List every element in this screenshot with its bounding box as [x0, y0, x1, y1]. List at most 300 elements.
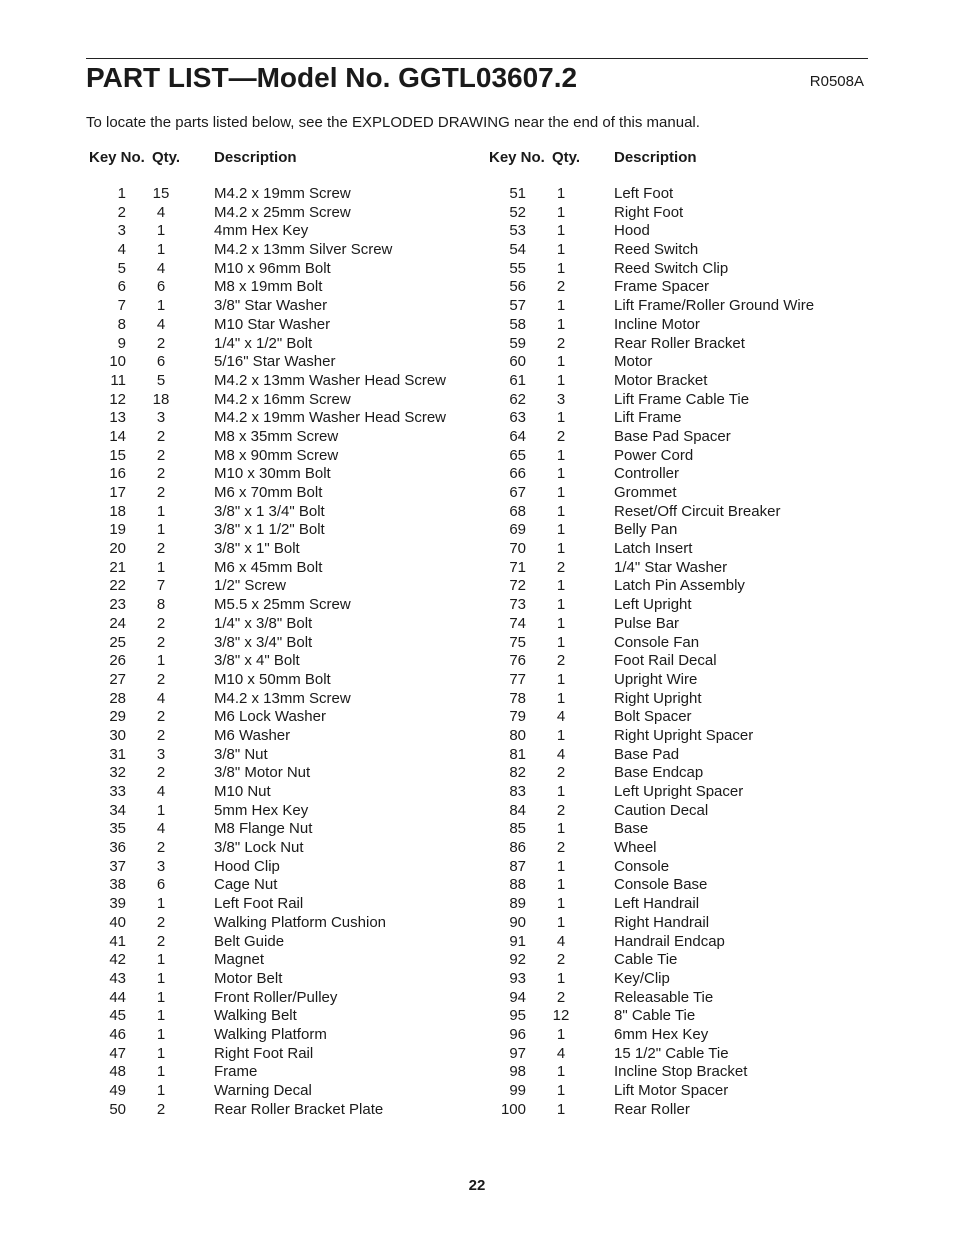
part-description: 3/8" Star Washer — [214, 297, 328, 315]
table-row — [86, 559, 466, 578]
part-qty: 4 — [156, 783, 166, 800]
table-row — [86, 1045, 466, 1064]
part-qty: 1 — [156, 502, 166, 520]
part-description: M6 x 45mm Bolt — [214, 558, 323, 576]
part-description: Hood Clip — [214, 857, 280, 875]
header-description: Description — [214, 149, 297, 166]
part-description: Lift Frame — [614, 409, 682, 427]
part-qty: 1 — [556, 521, 566, 539]
part-key-no: 38 — [109, 876, 126, 894]
part-description: M8 Flange Nut — [214, 820, 313, 838]
table-row — [486, 278, 866, 297]
table-row — [486, 559, 866, 578]
part-qty: 2 — [156, 427, 166, 445]
part-key-no: 11 — [110, 371, 126, 389]
part-qty: 6 — [156, 876, 166, 894]
part-qty: 2 — [156, 540, 166, 558]
part-qty: 1 — [556, 876, 566, 894]
table-row — [486, 1063, 866, 1082]
header-key-no: Key No. — [89, 149, 145, 166]
part-qty: 1 — [556, 857, 566, 875]
table-row — [86, 428, 466, 447]
table-row — [86, 671, 466, 690]
part-description: Front Roller/Pulley — [214, 988, 338, 1006]
top-rule — [86, 58, 868, 59]
table-row — [486, 634, 866, 653]
parts-rows — [86, 185, 466, 1119]
part-key-no: 81 — [509, 745, 526, 763]
table-row — [86, 895, 466, 914]
part-qty: 2 — [156, 484, 166, 501]
part-qty: 2 — [156, 614, 166, 632]
part-description: M4.2 x 16mm Screw — [214, 390, 351, 408]
table-row — [486, 1026, 866, 1045]
part-qty: 1 — [556, 577, 566, 595]
part-description: Warning Decal — [214, 1082, 312, 1099]
part-key-no: 21 — [109, 558, 126, 576]
part-qty: 1 — [556, 913, 566, 931]
part-qty: 1 — [156, 521, 166, 539]
part-description: 1/2" Screw — [214, 577, 287, 595]
part-qty: 1 — [556, 1082, 566, 1099]
part-key-no: 48 — [109, 1063, 126, 1081]
part-key-no: 83 — [509, 783, 526, 800]
table-row — [486, 802, 866, 821]
table-row — [86, 951, 466, 970]
table-row — [86, 652, 466, 671]
part-description: Motor — [614, 353, 653, 371]
part-qty: 1 — [556, 1100, 566, 1118]
part-qty: 1 — [556, 465, 566, 483]
table-row — [86, 933, 466, 952]
part-key-no: 47 — [109, 1044, 126, 1062]
part-description: M4.2 x 25mm Screw — [214, 203, 351, 221]
table-row — [86, 839, 466, 858]
part-key-no: 32 — [109, 764, 126, 782]
part-key-no: 9 — [117, 334, 126, 352]
part-key-no: 27 — [109, 670, 126, 688]
part-description: M10 x 30mm Bolt — [214, 465, 331, 483]
part-key-no: 1 — [117, 185, 126, 202]
part-qty: 1 — [556, 502, 566, 520]
table-row — [86, 802, 466, 821]
table-row — [86, 484, 466, 503]
part-key-no: 79 — [509, 708, 526, 726]
header-key-no: Key No. — [489, 149, 545, 166]
part-qty: 1 — [556, 1063, 566, 1081]
part-description: Base — [614, 820, 649, 838]
table-row — [86, 615, 466, 634]
part-qty: 4 — [556, 932, 566, 950]
part-description: M5.5 x 25mm Screw — [214, 596, 351, 614]
part-qty: 1 — [556, 446, 566, 464]
part-qty: 2 — [156, 726, 166, 744]
part-description: Walking Platform Cushion — [214, 913, 387, 931]
part-key-no: 93 — [509, 969, 526, 987]
table-row — [486, 989, 866, 1008]
table-row — [86, 372, 466, 391]
part-key-no: 85 — [509, 820, 526, 838]
part-description: 3/8" Motor Nut — [214, 764, 311, 782]
table-row — [486, 615, 866, 634]
part-qty: 1 — [156, 1007, 166, 1025]
part-description: Belly Pan — [614, 521, 678, 539]
part-qty: 1 — [556, 353, 566, 371]
part-qty: 1 — [556, 203, 566, 221]
part-key-no: 55 — [509, 259, 526, 277]
part-description: M6 Lock Washer — [214, 708, 326, 726]
table-row — [86, 596, 466, 615]
part-key-no: 7 — [117, 297, 126, 315]
part-description: Console — [614, 857, 670, 875]
table-row — [86, 353, 466, 372]
part-key-no: 33 — [109, 783, 126, 800]
part-qty: 1 — [556, 783, 566, 800]
part-qty: 1 — [556, 689, 566, 707]
part-key-no: 100 — [500, 1100, 526, 1118]
table-row — [86, 708, 466, 727]
table-row — [486, 409, 866, 428]
part-description: Frame Spacer — [614, 278, 710, 296]
table-row — [486, 204, 866, 223]
part-qty: 1 — [156, 1025, 166, 1043]
part-key-no: 22 — [109, 577, 126, 595]
table-row — [486, 484, 866, 503]
part-qty: 15 — [152, 185, 170, 202]
part-qty: 2 — [156, 334, 166, 352]
table-row — [86, 241, 466, 260]
part-description: 6mm Hex Key — [614, 1025, 709, 1043]
part-description: Power Cord — [614, 446, 694, 464]
table-row — [486, 465, 866, 484]
part-description: Lift Frame Cable Tie — [614, 390, 750, 408]
part-description: Right Upright Spacer — [614, 726, 754, 744]
part-qty: 6 — [156, 353, 166, 371]
part-description: M6 x 70mm Bolt — [214, 484, 323, 501]
table-row — [486, 316, 866, 335]
part-qty: 1 — [156, 297, 166, 315]
table-row — [86, 690, 466, 709]
page-number: 22 — [468, 1177, 486, 1194]
table-row — [86, 820, 466, 839]
table-row — [486, 839, 866, 858]
table-row — [486, 297, 866, 316]
part-key-no: 12 — [109, 390, 126, 408]
part-qty: 1 — [556, 633, 566, 651]
part-description: Pulse Bar — [614, 614, 680, 632]
part-qty: 1 — [556, 540, 566, 558]
part-key-no: 39 — [109, 895, 126, 913]
part-qty: 1 — [556, 315, 566, 333]
part-description: Lift Motor Spacer — [614, 1082, 729, 1099]
part-description: Releasable Tie — [614, 988, 714, 1006]
part-key-no: 75 — [509, 633, 526, 651]
part-qty: 2 — [556, 988, 566, 1006]
part-description: 1/4" Star Washer — [614, 558, 728, 576]
table-row — [86, 1101, 466, 1120]
part-key-no: 98 — [509, 1063, 526, 1081]
part-description: Base Endcap — [614, 764, 704, 782]
part-description: 5/16" Star Washer — [214, 353, 336, 371]
part-key-no: 59 — [509, 334, 526, 352]
part-description: M10 x 50mm Bolt — [214, 670, 331, 688]
part-description: M10 x 96mm Bolt — [214, 259, 331, 277]
table-row — [86, 764, 466, 783]
part-key-no: 64 — [509, 427, 526, 445]
part-key-no: 99 — [509, 1082, 526, 1099]
parts-table-right — [486, 149, 866, 1119]
table-row — [486, 1082, 866, 1101]
part-key-no: 73 — [509, 596, 526, 614]
part-key-no: 50 — [109, 1100, 126, 1118]
part-qty: 1 — [156, 1082, 166, 1099]
part-key-no: 3 — [117, 222, 126, 240]
part-qty: 4 — [156, 203, 166, 221]
part-key-no: 28 — [109, 689, 126, 707]
part-key-no: 17 — [109, 484, 126, 501]
part-key-no: 40 — [109, 913, 126, 931]
table-row — [486, 820, 866, 839]
part-qty: 1 — [556, 409, 566, 427]
table-row — [486, 185, 866, 204]
part-description: Caution Decal — [614, 801, 709, 819]
part-qty: 4 — [556, 745, 566, 763]
part-qty: 5 — [156, 371, 166, 389]
part-description: 5mm Hex Key — [214, 801, 309, 819]
table-row — [86, 783, 466, 802]
header-qty: Qty. — [552, 149, 581, 166]
part-key-no: 6 — [117, 278, 126, 296]
part-description: Walking Belt — [214, 1007, 297, 1025]
part-key-no: 70 — [509, 540, 526, 558]
table-row — [86, 391, 466, 410]
table-row — [86, 634, 466, 653]
part-description: 3/8" x 1" Bolt — [214, 540, 300, 558]
part-qty: 2 — [156, 670, 166, 688]
part-description: M4.2 x 19mm Washer Head Screw — [214, 409, 447, 427]
part-key-no: 36 — [109, 839, 126, 857]
part-qty: 3 — [156, 857, 166, 875]
part-key-no: 61 — [509, 371, 526, 389]
column-header — [86, 149, 466, 167]
part-description: Right Handrail — [614, 913, 710, 931]
part-key-no: 72 — [509, 577, 526, 595]
part-key-no: 76 — [509, 652, 526, 670]
table-row — [86, 858, 466, 877]
part-qty: 1 — [156, 1044, 166, 1062]
part-description: Rear Roller Bracket — [614, 334, 745, 352]
part-description: Latch Insert — [614, 540, 693, 558]
part-description: Right Foot Rail — [214, 1044, 314, 1062]
part-qty: 1 — [156, 241, 166, 259]
table-row — [86, 746, 466, 765]
parts-rows — [486, 185, 866, 1119]
part-qty: 4 — [156, 315, 166, 333]
part-key-no: 10 — [109, 353, 126, 371]
part-description: Bolt Spacer — [614, 708, 692, 726]
part-qty: 1 — [556, 222, 566, 240]
part-description: M4.2 x 13mm Screw — [214, 689, 351, 707]
part-qty: 1 — [156, 1063, 166, 1081]
part-qty: 1 — [556, 670, 566, 688]
part-key-no: 66 — [509, 465, 526, 483]
part-key-no: 74 — [509, 614, 526, 632]
table-row — [86, 876, 466, 895]
part-description: Lift Frame/Roller Ground Wire — [614, 297, 815, 315]
part-key-no: 60 — [509, 353, 526, 371]
part-key-no: 91 — [509, 932, 526, 950]
part-key-no: 63 — [509, 409, 526, 427]
part-key-no: 15 — [109, 446, 126, 464]
part-qty: 1 — [556, 484, 566, 501]
part-qty: 1 — [156, 988, 166, 1006]
part-qty: 8 — [156, 596, 166, 614]
part-key-no: 25 — [109, 633, 126, 651]
table-row — [86, 409, 466, 428]
part-qty: 1 — [556, 1025, 566, 1043]
part-key-no: 87 — [509, 857, 526, 875]
parts-table-left — [86, 149, 466, 1119]
part-description: M4.2 x 13mm Silver Screw — [214, 241, 393, 259]
table-row — [86, 914, 466, 933]
table-row — [86, 1082, 466, 1101]
part-description: Right Upright — [614, 689, 702, 707]
part-key-no: 69 — [509, 521, 526, 539]
part-qty: 4 — [156, 820, 166, 838]
part-qty: 1 — [556, 371, 566, 389]
table-row — [86, 335, 466, 354]
part-description: 3/8" Nut — [214, 745, 268, 763]
part-description: Reset/Off Circuit Breaker — [614, 502, 781, 520]
part-key-no: 97 — [509, 1044, 526, 1062]
table-row — [86, 503, 466, 522]
part-qty: 2 — [556, 278, 566, 296]
part-qty: 6 — [156, 278, 166, 296]
table-row — [486, 353, 866, 372]
table-row — [86, 1007, 466, 1026]
part-description: M8 x 19mm Bolt — [214, 278, 323, 296]
part-qty: 1 — [556, 820, 566, 838]
part-description: Upright Wire — [614, 670, 698, 688]
table-row — [86, 577, 466, 596]
part-description: Motor Belt — [214, 969, 283, 987]
part-qty: 2 — [156, 708, 166, 726]
part-description: Cage Nut — [214, 876, 278, 894]
table-row — [486, 428, 866, 447]
part-qty: 2 — [156, 633, 166, 651]
table-row — [486, 1007, 866, 1026]
table-row — [486, 671, 866, 690]
part-description: Controller — [614, 465, 680, 483]
table-row — [486, 260, 866, 279]
part-key-no: 34 — [109, 801, 126, 819]
part-qty: 1 — [556, 614, 566, 632]
part-key-no: 41 — [109, 932, 126, 950]
part-qty: 2 — [556, 427, 566, 445]
part-qty: 1 — [156, 801, 166, 819]
part-qty: 2 — [156, 446, 166, 464]
part-key-no: 18 — [109, 502, 126, 520]
part-description: 1/4" x 1/2" Bolt — [214, 334, 313, 352]
part-key-no: 2 — [117, 203, 126, 221]
part-description: Magnet — [214, 951, 265, 969]
part-qty: 2 — [556, 558, 566, 576]
part-description: Left Foot — [614, 185, 674, 202]
table-row — [86, 185, 466, 204]
part-key-no: 5 — [117, 259, 126, 277]
part-qty: 4 — [556, 708, 566, 726]
part-key-no: 71 — [509, 558, 526, 576]
part-qty: 4 — [556, 1044, 566, 1062]
part-key-no: 57 — [509, 297, 526, 315]
part-qty: 2 — [156, 932, 166, 950]
part-key-no: 68 — [509, 502, 526, 520]
part-key-no: 4 — [117, 241, 126, 259]
table-row — [86, 1063, 466, 1082]
part-description: Rear Roller — [614, 1100, 690, 1118]
part-key-no: 90 — [509, 913, 526, 931]
page-title: PART LIST—Model No. GGTL03607.2 — [86, 62, 578, 93]
part-description: M8 x 35mm Screw — [214, 427, 339, 445]
part-qty: 2 — [556, 764, 566, 782]
table-row — [486, 933, 866, 952]
part-description: 8" Cable Tie — [614, 1007, 696, 1025]
part-description: 4mm Hex Key — [214, 222, 309, 240]
part-qty: 2 — [556, 334, 566, 352]
part-key-no: 95 — [509, 1007, 526, 1025]
part-key-no: 88 — [509, 876, 526, 894]
part-description: Console Base — [614, 876, 708, 894]
part-key-no: 43 — [109, 969, 126, 987]
part-description: Belt Guide — [214, 932, 285, 950]
table-row — [86, 465, 466, 484]
part-qty: 1 — [556, 241, 566, 259]
part-description: 3/8" x 3/4" Bolt — [214, 633, 313, 651]
part-description: 3/8" x 1 3/4" Bolt — [214, 502, 325, 520]
part-key-no: 89 — [509, 895, 526, 913]
table-row — [486, 503, 866, 522]
part-description: Cable Tie — [614, 951, 678, 969]
part-qty: 3 — [156, 409, 166, 427]
part-description: Left Upright — [614, 596, 692, 614]
part-key-no: 67 — [509, 484, 526, 501]
part-qty: 2 — [556, 839, 566, 857]
part-description: 3/8" x 1 1/2" Bolt — [214, 521, 325, 539]
part-key-no: 52 — [509, 203, 526, 221]
part-key-no: 23 — [109, 596, 126, 614]
part-qty: 1 — [556, 297, 566, 315]
table-row — [86, 447, 466, 466]
table-row — [486, 335, 866, 354]
part-key-no: 92 — [509, 951, 526, 969]
part-description: Wheel — [614, 839, 657, 857]
part-key-no: 13 — [109, 409, 126, 427]
part-description: Right Foot — [614, 203, 684, 221]
part-description: Base Pad — [614, 745, 680, 763]
part-key-no: 24 — [109, 614, 126, 632]
table-row — [486, 596, 866, 615]
table-row — [486, 391, 866, 410]
part-description: M10 Star Washer — [214, 315, 331, 333]
part-description: Left Upright Spacer — [614, 783, 744, 800]
part-description: M4.2 x 19mm Screw — [214, 185, 351, 202]
part-key-no: 82 — [509, 764, 526, 782]
part-key-no: 94 — [509, 988, 526, 1006]
table-row — [486, 970, 866, 989]
part-key-no: 84 — [509, 801, 526, 819]
part-key-no: 20 — [109, 540, 126, 558]
table-row — [86, 316, 466, 335]
